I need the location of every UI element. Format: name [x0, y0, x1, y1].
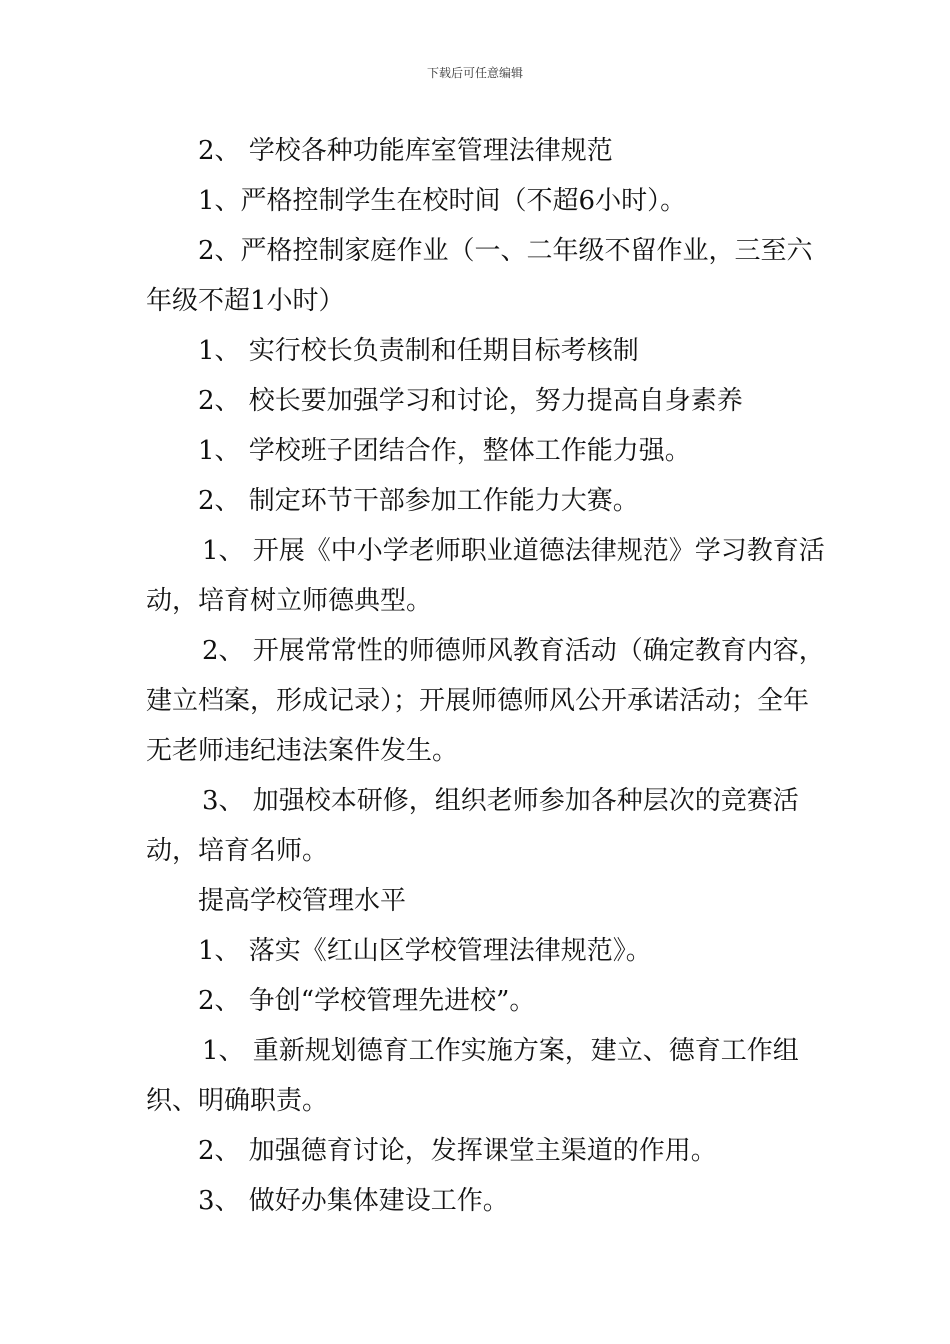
paragraph-12: 1、 落实《红山区学校管理法律规范》。 [198, 936, 652, 966]
paragraph-9: 2、 开展常常性的师德师风教育活动（确定教育内容，建立档案，形成记录）；开展师德师风公开承诺活动；全年无老师违纪违法案件发生。 [146, 636, 825, 766]
paragraph-3: 2、严格控制家庭作业（一、二年级不留作业，三至六年级不超1小时） [146, 236, 813, 316]
paragraph-8: 1、 开展《中小学老师职业道德法律规范》学习教育活动，培育树立师德典型。 [146, 536, 825, 616]
paragraph-4: 1、 实行校长负责制和任期目标考核制 [198, 336, 639, 366]
document-body [146, 126, 826, 1226]
paragraph-13: 2、 争创“学校管理先进校”。 [198, 986, 536, 1016]
paragraph-10: 3、 加强校本研修，组织老师参加各种层次的竞赛活动，培育名师。 [146, 786, 799, 866]
paragraph-1: 2、 学校各种功能库室管理法律规范 [198, 136, 613, 166]
paragraph-15: 2、 加强德育讨论，发挥课堂主渠道的作用。 [198, 1136, 717, 1166]
paragraph-2: 1、严格控制学生在校时间（不超6小时）。 [198, 186, 687, 216]
paragraph-5: 2、 校长要加强学习和讨论，努力提高自身素养 [198, 386, 743, 416]
paragraph-16: 3、 做好办集体建设工作。 [198, 1186, 509, 1216]
page-header: 下载后可任意编辑 [426, 66, 523, 80]
paragraph-14: 1、 重新规划德育工作实施方案，建立、德育工作组织、明确职责。 [146, 1036, 799, 1116]
paragraph-7: 2、 制定环节干部参加工作能力大赛。 [198, 486, 639, 516]
section-heading: 提高学校管理水平 [198, 886, 407, 916]
paragraph-6: 1、 学校班子团结合作，整体工作能力强。 [198, 436, 691, 466]
